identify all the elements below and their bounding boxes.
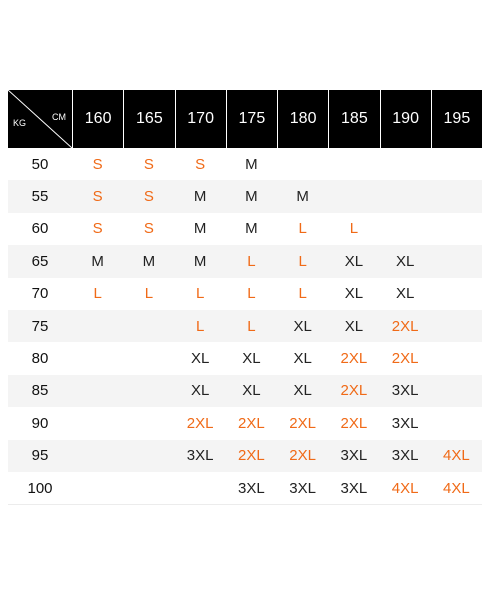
size-cell: 4XL [431, 440, 482, 472]
weight-cell: 90 [8, 407, 72, 439]
size-cell: 2XL [226, 440, 277, 472]
size-cell: 3XL [380, 407, 431, 439]
size-cell: S [175, 148, 226, 180]
size-cell: 2XL [380, 342, 431, 374]
size-cell: XL [380, 278, 431, 310]
weight-cell: 55 [8, 180, 72, 212]
table-row [8, 148, 482, 180]
size-cell: XL [226, 375, 277, 407]
weight-cell: 80 [8, 342, 72, 374]
size-cell [72, 407, 123, 439]
height-header-cell: 170 [175, 90, 226, 148]
size-cell: 3XL [277, 472, 328, 505]
corner-cell [8, 90, 72, 148]
size-cell [431, 407, 482, 439]
weight-cell: 100 [8, 472, 72, 505]
table-row [8, 342, 482, 374]
table-row [8, 180, 482, 212]
height-header-cell: 160 [72, 90, 123, 148]
size-cell [328, 148, 379, 180]
size-cell: M [226, 213, 277, 245]
size-cell [72, 342, 123, 374]
weight-cell: 95 [8, 440, 72, 472]
size-chart-table [8, 90, 482, 505]
size-cell: 2XL [175, 407, 226, 439]
size-cell: L [123, 278, 174, 310]
size-cell: XL [380, 245, 431, 277]
size-cell: M [175, 180, 226, 212]
weight-cell: 75 [8, 310, 72, 342]
height-header-cell: 175 [226, 90, 277, 148]
size-cell: M [123, 245, 174, 277]
size-cell: XL [226, 342, 277, 374]
size-cell: 3XL [328, 472, 379, 505]
table-row [8, 375, 482, 407]
size-cell [123, 375, 174, 407]
size-cell [72, 310, 123, 342]
weight-cell: 85 [8, 375, 72, 407]
table-row [8, 310, 482, 342]
size-cell [431, 180, 482, 212]
size-cell: S [123, 213, 174, 245]
weight-cell: 70 [8, 278, 72, 310]
height-axis-label: CM [52, 112, 66, 122]
size-cell [175, 472, 226, 505]
size-cell: 4XL [431, 472, 482, 505]
size-cell: 3XL [380, 440, 431, 472]
size-cell [431, 148, 482, 180]
size-cell [431, 213, 482, 245]
size-cell: S [123, 180, 174, 212]
height-header-cell: 195 [431, 90, 482, 148]
table-row [8, 407, 482, 439]
size-cell: 3XL [226, 472, 277, 505]
size-cell: XL [277, 310, 328, 342]
size-cell: XL [328, 310, 379, 342]
size-cell: L [175, 278, 226, 310]
size-cell: L [72, 278, 123, 310]
size-cell [431, 278, 482, 310]
size-cell: 2XL [380, 310, 431, 342]
size-cell: L [226, 310, 277, 342]
size-cell: XL [277, 342, 328, 374]
size-cell [431, 310, 482, 342]
size-cell: XL [175, 342, 226, 374]
header-row [8, 90, 482, 148]
size-cell: L [328, 213, 379, 245]
size-cell: M [175, 213, 226, 245]
weight-cell: 65 [8, 245, 72, 277]
size-cell [123, 310, 174, 342]
table-row [8, 440, 482, 472]
size-cell: 3XL [175, 440, 226, 472]
size-cell: XL [328, 278, 379, 310]
height-header-cell: 165 [123, 90, 174, 148]
size-cell [380, 148, 431, 180]
size-cell: M [226, 148, 277, 180]
size-cell: S [72, 148, 123, 180]
size-cell: 2XL [328, 407, 379, 439]
size-cell [431, 245, 482, 277]
size-cell [277, 148, 328, 180]
size-cell [123, 440, 174, 472]
size-cell: L [226, 278, 277, 310]
height-header-cell: 185 [328, 90, 379, 148]
size-cell: XL [175, 375, 226, 407]
size-cell: 2XL [328, 342, 379, 374]
size-cell: M [72, 245, 123, 277]
size-cell [328, 180, 379, 212]
size-cell [431, 342, 482, 374]
size-cell [380, 180, 431, 212]
table-row [8, 472, 482, 505]
weight-cell: 50 [8, 148, 72, 180]
size-cell [431, 375, 482, 407]
size-cell: L [226, 245, 277, 277]
size-cell: S [72, 213, 123, 245]
size-cell: L [277, 213, 328, 245]
size-rows [8, 148, 482, 505]
size-cell [123, 472, 174, 505]
size-cell: 4XL [380, 472, 431, 505]
size-cell [72, 472, 123, 505]
size-cell: S [72, 180, 123, 212]
size-cell: L [277, 245, 328, 277]
size-cell: M [226, 180, 277, 212]
size-cell: 2XL [277, 440, 328, 472]
table-row [8, 213, 482, 245]
size-cell [72, 375, 123, 407]
size-cell: 2XL [328, 375, 379, 407]
height-header-cell: 190 [380, 90, 431, 148]
size-cell [72, 440, 123, 472]
size-cell: 2XL [226, 407, 277, 439]
size-cell: M [277, 180, 328, 212]
weight-cell: 60 [8, 213, 72, 245]
size-cell: XL [328, 245, 379, 277]
size-cell: 2XL [277, 407, 328, 439]
size-cell: L [175, 310, 226, 342]
size-cell: 3XL [380, 375, 431, 407]
size-cell [380, 213, 431, 245]
table-row [8, 278, 482, 310]
size-cell: 3XL [328, 440, 379, 472]
size-cell [123, 342, 174, 374]
height-header-cell: 180 [277, 90, 328, 148]
size-cell [123, 407, 174, 439]
table-row [8, 245, 482, 277]
size-cell: S [123, 148, 174, 180]
size-cell: L [277, 278, 328, 310]
weight-axis-label: KG [13, 118, 27, 128]
size-cell: XL [277, 375, 328, 407]
size-cell: M [175, 245, 226, 277]
